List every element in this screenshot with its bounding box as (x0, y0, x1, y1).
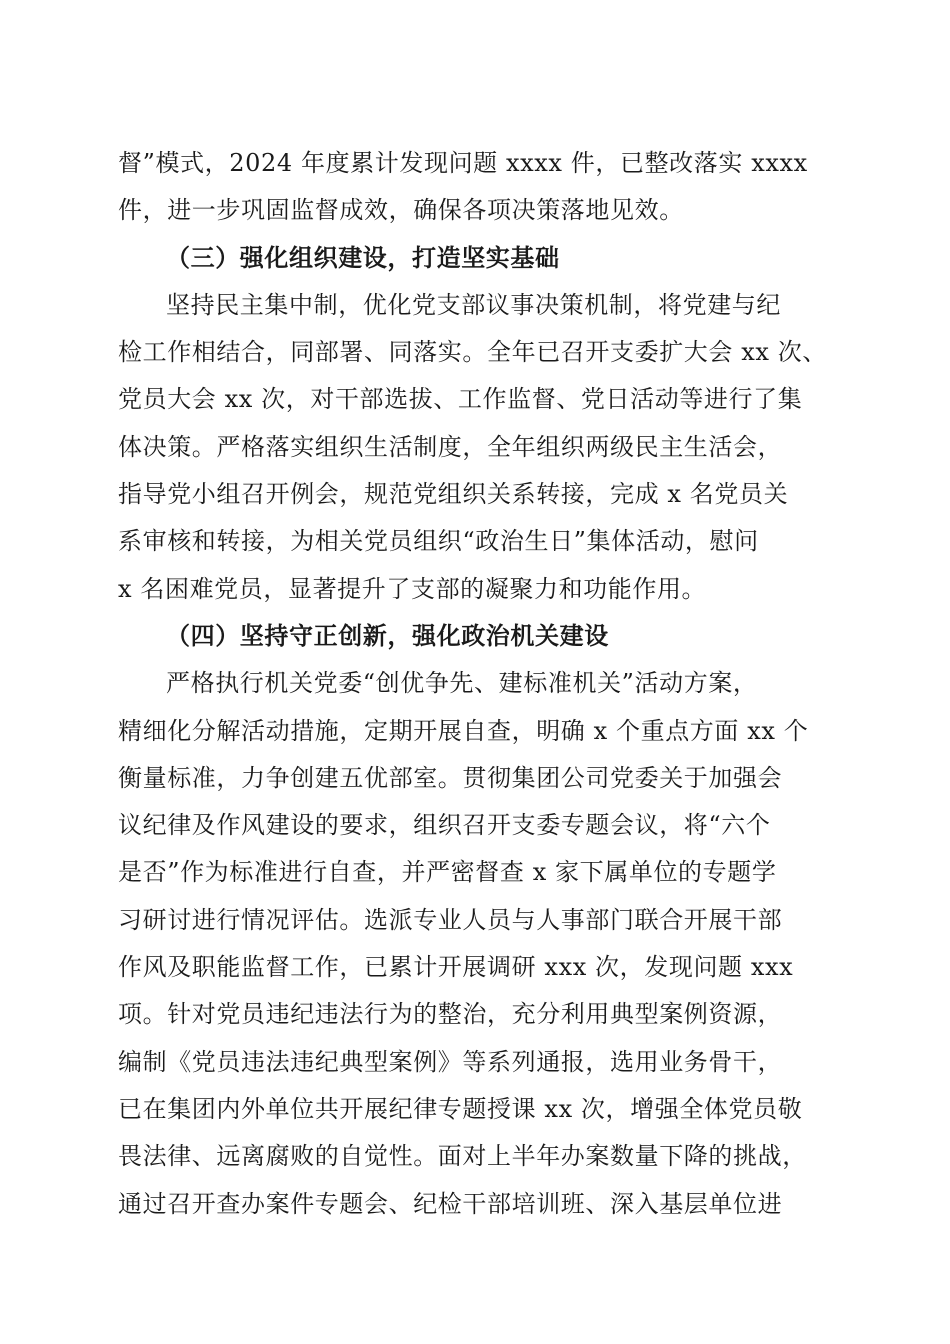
body-line-15: 议纪律及作风建设的要求，组织召开支委专题会议，将“六个 (118, 811, 771, 840)
body-line-20: 编制《党员违法违纪典型案例》等系列通报，选用业务骨干， (118, 1047, 783, 1076)
body-line-23: 通过召开查办案件专题会、纪检干部培训班、深入基层单位进 (118, 1189, 783, 1218)
body-line-12: 严格执行机关党委“创优争先、建标准机关”活动方案， (166, 669, 758, 698)
body-line-6: 党员大会 xx 次，对干部选拔、工作监督、党日活动等进行了集 (118, 385, 803, 414)
body-line-9: 系审核和转接，为相关党员组织“政治生日”集体活动，慰问 (118, 527, 759, 556)
section-heading-4: （四）坚持守正创新，强化政治机关建设 (166, 621, 609, 650)
body-line-10: x 名困难党员，显著提升了支部的凝聚力和功能作用。 (118, 574, 707, 603)
body-line-18: 作风及职能监督工作，已累计开展调研 xxx 次，发现问题 xxx (118, 953, 794, 982)
section-heading-3: （三）强化组织建设，打造坚实基础 (166, 243, 560, 272)
document-body (118, 140, 830, 1228)
body-line-13: 精细化分解活动措施，定期开展自查，明确 x 个重点方面 xx 个 (118, 716, 809, 745)
body-line-8: 指导党小组召开例会，规范党组织关系转接，完成 x 名党员关 (118, 480, 789, 509)
body-line-22: 畏法律、远离腐败的自觉性。面对上半年办案数量下降的挑战， (118, 1142, 807, 1171)
body-line-17: 习研讨进行情况评估。选派专业人员与人事部门联合开展干部 (118, 905, 783, 934)
body-line-4: 坚持民主集中制，优化党支部议事决策机制，将党建与纪 (166, 290, 781, 319)
body-line-16: 是否”作为标准进行自查，并严密督查 x 家下属单位的专题学 (118, 858, 777, 887)
body-line-5: 检工作相结合，同部署、同落实。全年已召开支委扩大会 xx 次、 (118, 338, 827, 367)
body-line-7: 体决策。严格落实组织生活制度，全年组织两级民主生活会， (118, 432, 783, 461)
body-line-19: 项。针对党员违纪违法行为的整治，充分利用典型案例资源， (118, 1000, 783, 1029)
body-line-2: 件，进一步巩固监督成效，确保各项决策落地见效。 (118, 196, 684, 225)
body-line-14: 衡量标准，力争创建五优部室。贯彻集团公司党委关于加强会 (118, 763, 783, 792)
body-line-21: 已在集团内外单位共开展纪律专题授课 xx 次，增强全体党员敬 (118, 1094, 803, 1123)
body-line-1: 督”模式，2024 年度累计发现问题 xxxx 件，已整改落实 xxxx (118, 149, 808, 177)
